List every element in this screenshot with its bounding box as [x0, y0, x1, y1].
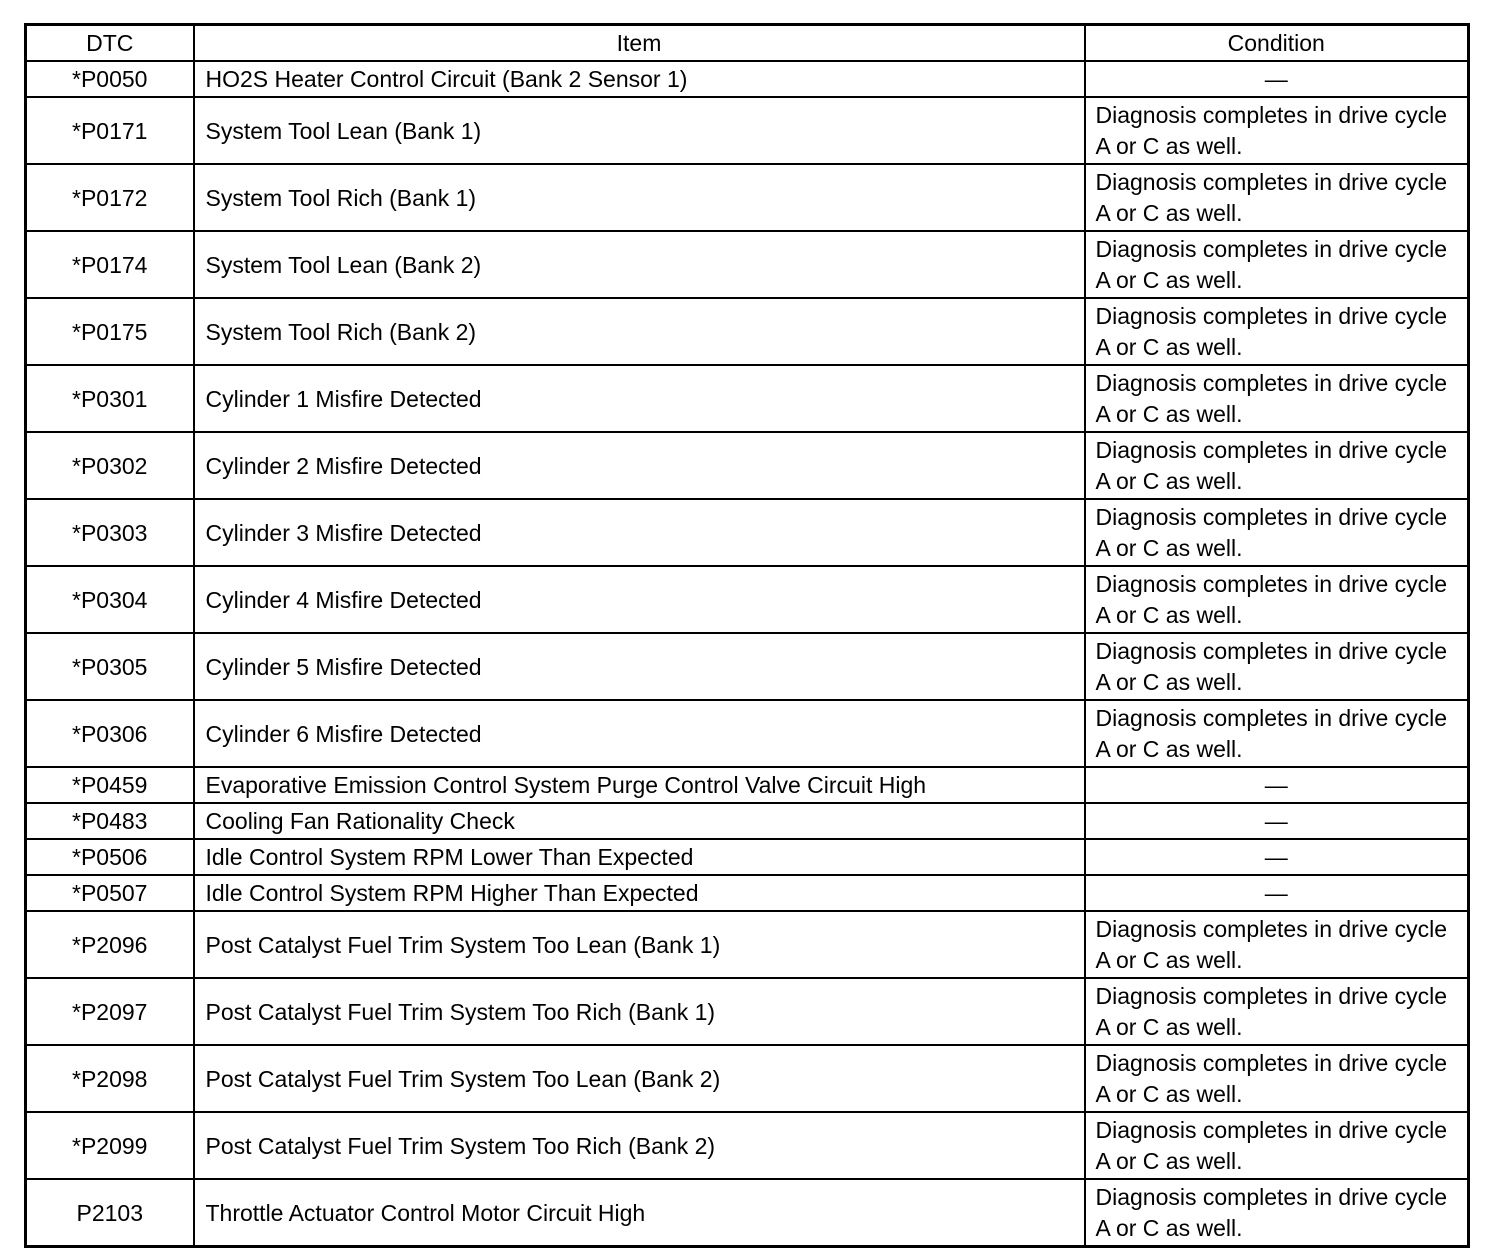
condition-cell: — [1085, 61, 1469, 97]
item-cell: Post Catalyst Fuel Trim System Too Rich (Bank 1) [194, 978, 1085, 1045]
dtc-code-cell: *P2099 [26, 1112, 194, 1179]
dtc-code-cell: *P0050 [26, 61, 194, 97]
table-row [26, 365, 1469, 432]
dtc-code-cell: *P0174 [26, 231, 194, 298]
dtc-code-cell: *P0483 [26, 803, 194, 839]
table-row [26, 839, 1469, 875]
dtc-code-cell: *P0305 [26, 633, 194, 700]
table-row [26, 97, 1469, 164]
table-row [26, 432, 1469, 499]
condition-cell: Diagnosis completes in drive cycle A or C as well. [1085, 633, 1469, 700]
dtc-code-cell: *P0175 [26, 298, 194, 365]
item-cell: Idle Control System RPM Lower Than Expected [194, 839, 1085, 875]
table-row [26, 231, 1469, 298]
header-item: Item [194, 25, 1085, 62]
item-cell: Cooling Fan Rationality Check [194, 803, 1085, 839]
condition-cell: Diagnosis completes in drive cycle A or C as well. [1085, 231, 1469, 298]
dtc-code-cell: *P0172 [26, 164, 194, 231]
table-row [26, 1045, 1469, 1112]
dtc-code-cell: *P2097 [26, 978, 194, 1045]
table-row [26, 633, 1469, 700]
item-cell: Evaporative Emission Control System Purge Control Valve Circuit High [194, 767, 1085, 803]
condition-cell: Diagnosis completes in drive cycle A or C as well. [1085, 700, 1469, 767]
table-row [26, 911, 1469, 978]
item-cell: Cylinder 2 Misfire Detected [194, 432, 1085, 499]
table-row [26, 566, 1469, 633]
header-row [26, 25, 1469, 62]
dtc-code-cell: *P2096 [26, 911, 194, 978]
condition-cell: Diagnosis completes in drive cycle A or C as well. [1085, 499, 1469, 566]
item-cell: Cylinder 5 Misfire Detected [194, 633, 1085, 700]
table-body [26, 61, 1469, 1247]
table-row [26, 700, 1469, 767]
item-cell: System Tool Lean (Bank 1) [194, 97, 1085, 164]
condition-cell: — [1085, 803, 1469, 839]
condition-cell: Diagnosis completes in drive cycle A or C as well. [1085, 432, 1469, 499]
header-dtc: DTC [26, 25, 194, 62]
condition-cell: Diagnosis completes in drive cycle A or C as well. [1085, 1045, 1469, 1112]
dtc-code-cell: P2103 [26, 1179, 194, 1247]
condition-cell: — [1085, 767, 1469, 803]
dtc-code-cell: *P0303 [26, 499, 194, 566]
table-row [26, 1112, 1469, 1179]
item-cell: System Tool Lean (Bank 2) [194, 231, 1085, 298]
item-cell: Cylinder 1 Misfire Detected [194, 365, 1085, 432]
item-cell: Idle Control System RPM Higher Than Expected [194, 875, 1085, 911]
condition-cell: Diagnosis completes in drive cycle A or C as well. [1085, 1112, 1469, 1179]
table-row [26, 61, 1469, 97]
dtc-code-cell: *P0507 [26, 875, 194, 911]
dtc-code-cell: *P2098 [26, 1045, 194, 1112]
dtc-table [24, 23, 1470, 1248]
item-cell: Post Catalyst Fuel Trim System Too Lean (Bank 1) [194, 911, 1085, 978]
condition-cell: Diagnosis completes in drive cycle A or C as well. [1085, 978, 1469, 1045]
header-condition: Condition [1085, 25, 1469, 62]
condition-cell: Diagnosis completes in drive cycle A or C as well. [1085, 1179, 1469, 1247]
condition-cell: — [1085, 839, 1469, 875]
dtc-code-cell: *P0171 [26, 97, 194, 164]
table-row [26, 978, 1469, 1045]
table-row [26, 499, 1469, 566]
item-cell: System Tool Rich (Bank 2) [194, 298, 1085, 365]
item-cell: Cylinder 4 Misfire Detected [194, 566, 1085, 633]
condition-cell: Diagnosis completes in drive cycle A or C as well. [1085, 911, 1469, 978]
table-row [26, 803, 1469, 839]
dtc-code-cell: *P0302 [26, 432, 194, 499]
dtc-code-cell: *P0304 [26, 566, 194, 633]
item-cell: HO2S Heater Control Circuit (Bank 2 Sensor 1) [194, 61, 1085, 97]
item-cell: System Tool Rich (Bank 1) [194, 164, 1085, 231]
table-row [26, 298, 1469, 365]
table-row [26, 875, 1469, 911]
item-cell: Post Catalyst Fuel Trim System Too Lean (Bank 2) [194, 1045, 1085, 1112]
condition-cell: Diagnosis completes in drive cycle A or C as well. [1085, 365, 1469, 432]
table-row [26, 1179, 1469, 1247]
table-row [26, 767, 1469, 803]
condition-cell: Diagnosis completes in drive cycle A or C as well. [1085, 97, 1469, 164]
condition-cell: Diagnosis completes in drive cycle A or C as well. [1085, 298, 1469, 365]
condition-cell: Diagnosis completes in drive cycle A or C as well. [1085, 566, 1469, 633]
dtc-code-cell: *P0459 [26, 767, 194, 803]
dtc-code-cell: *P0306 [26, 700, 194, 767]
item-cell: Cylinder 3 Misfire Detected [194, 499, 1085, 566]
dtc-code-cell: *P0506 [26, 839, 194, 875]
item-cell: Cylinder 6 Misfire Detected [194, 700, 1085, 767]
item-cell: Post Catalyst Fuel Trim System Too Rich (Bank 2) [194, 1112, 1085, 1179]
dtc-code-cell: *P0301 [26, 365, 194, 432]
condition-cell: Diagnosis completes in drive cycle A or C as well. [1085, 164, 1469, 231]
table-row [26, 164, 1469, 231]
item-cell: Throttle Actuator Control Motor Circuit High [194, 1179, 1085, 1247]
condition-cell: — [1085, 875, 1469, 911]
